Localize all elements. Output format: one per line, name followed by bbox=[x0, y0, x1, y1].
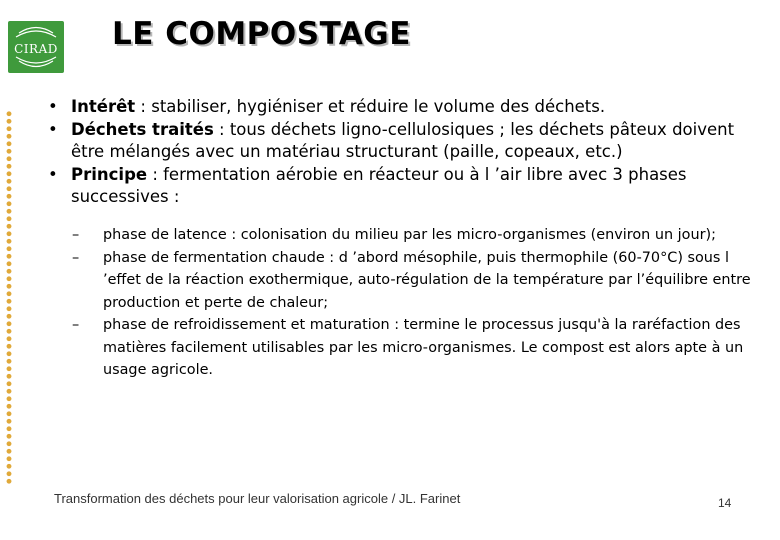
phase-latence bbox=[72, 224, 760, 247]
footer-text: Transformation des déchets pour leur valorisation agricole / JL. Farinet bbox=[54, 491, 461, 506]
slide-content bbox=[48, 96, 760, 382]
cirad-logo bbox=[8, 21, 64, 73]
page-number: 14 bbox=[718, 496, 732, 510]
bullet-principe bbox=[48, 164, 760, 208]
decorative-dotted-border bbox=[5, 110, 13, 484]
phase-fermentation bbox=[72, 247, 760, 315]
dash-mark: – bbox=[72, 249, 80, 266]
phase-text: phase de refroidissement et maturation : termine le processus jusqu'à la raréfaction des matières facilement utilisables par les micro-organismes. Le compost est alors apte à un usage agricole. bbox=[103, 317, 744, 378]
dash-mark: – bbox=[72, 317, 80, 333]
phases-list bbox=[72, 224, 760, 382]
bullet-term: Intérêt bbox=[71, 97, 136, 116]
bullet-text: : tous déchets ligno-cellulosiques ; les déchets pâteux doivent être mélangés avec un matériau structurant (paille, copeaux, etc.) bbox=[71, 120, 735, 161]
bullet-text: : fermentation aérobie en réacteur ou à l ’air libre avec 3 phases successives : bbox=[71, 165, 687, 206]
bullet-dechets-traites bbox=[48, 119, 760, 163]
bullet-interet bbox=[48, 96, 760, 118]
dash-mark: – bbox=[72, 227, 80, 243]
bullet-mark: • bbox=[48, 165, 58, 184]
phase-text: phase de latence : colonisation du milieu par les micro-organismes (environ un jour); bbox=[103, 227, 716, 243]
phase-text: phase de fermentation chaude : d ’abord mésophile, puis thermophile (60-70°C) sous l ’effet de la réaction exothermique, auto-régulation de la température par l’équilibre entre production et perte de chaleur; bbox=[103, 249, 751, 311]
page-title: LE COMPOSTAGE bbox=[112, 16, 411, 52]
bullet-mark: • bbox=[48, 97, 58, 116]
logo-text: CIRAD bbox=[14, 42, 58, 56]
phase-refroidissement bbox=[72, 314, 760, 382]
bullet-term: Déchets traités bbox=[71, 120, 214, 139]
bullet-term: Principe bbox=[71, 165, 148, 184]
bullet-mark: • bbox=[48, 120, 58, 139]
bullet-text: : stabiliser, hygiéniser et réduire le volume des déchets. bbox=[135, 97, 606, 116]
